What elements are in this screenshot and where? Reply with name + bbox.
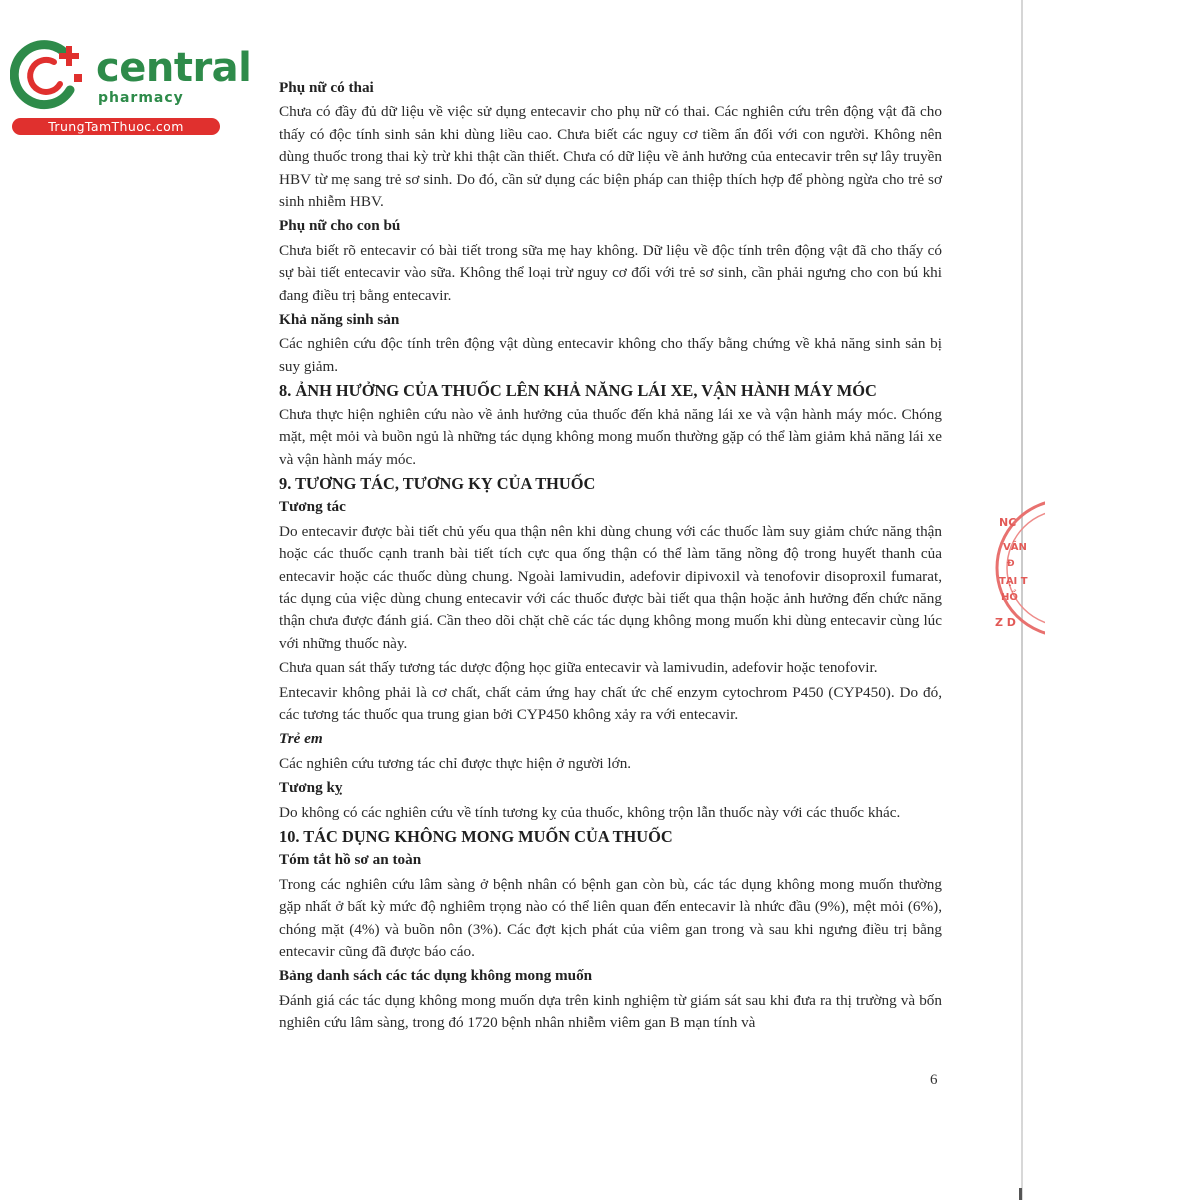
- heading-children: Trẻ em: [279, 730, 323, 748]
- paragraph-breastfeeding: Chưa biết rõ entecavir có bài tiết trong sữa mẹ hay không. Dữ liệu về độc tính trên động vật đã cho thấy có sự bài tiết entecavir vào sữa. Không thể loại trừ nguy cơ đối với trẻ sơ sinh, cần phải ngưng cho con bú khi đang điều trị bằng entecavir.: [279, 241, 942, 304]
- paragraph-safety-summary: Trong các nghiên cứu lâm sàng ở bệnh nhân có bệnh gan còn bù, các tác dụng không mong muốn thường gặp nhất ở bất kỳ mức độ nghiêm trọng nào có thể liên quan đến entecavir là nhức đầu (9%), mệt mỏi (6%), chóng mặt (4%) và buồn nôn (3%). Các đợt kịch phát của viêm gan trong và sau khi ngưng điều trị bằng entecavir cũng đã được báo cáo.: [279, 875, 942, 961]
- heading-incompatibility: Tương kỵ: [279, 779, 343, 797]
- heading-fertility: Khả năng sinh sản: [279, 311, 400, 329]
- paragraph-children: Các nghiên cứu tương tác chỉ được thực hiện ở người lớn.: [279, 754, 632, 772]
- heading-breastfeeding: Phụ nữ cho con bú: [279, 217, 401, 235]
- section-8-paragraph: Chưa thực hiện nghiên cứu nào về ảnh hưởng của thuốc đến khả năng lái xe và vận hành máy móc. Chóng mặt, mệt mỏi và buồn ngủ là những tác dụng không mong muốn thường gặp có thể làm giảm khả năng lái xe và vận hành máy móc.: [279, 405, 942, 468]
- paragraph-adverse-list: Đánh giá các tác dụng không mong muốn dựa trên kinh nghiệm từ giám sát sau khi đưa ra thị trường và bốn nghiên cứu lâm sàng, trong đó 1720 bệnh nhân nhiễm viêm gan B mạn tính và: [279, 991, 942, 1032]
- svg-text:TẠI T: TẠI T: [999, 576, 1028, 587]
- section-8-heading: 8. ẢNH HƯỞNG CỦA THUỐC LÊN KHẢ NĂNG LÁI XE, VẬN HÀNH MÁY MÓC: [279, 381, 877, 401]
- heading-adverse-list: Bảng danh sách các tác dụng không mong muốn: [279, 967, 593, 985]
- central-pharmacy-logo[interactable]: [10, 38, 252, 138]
- paragraph-interactions-2: Chưa quan sát thấy tương tác dược động học giữa entecavir và lamivudin, adefovir hoặc tenofovir.: [279, 659, 878, 677]
- page-number: 6: [930, 1072, 938, 1088]
- section-10-heading: 10. TÁC DỤNG KHÔNG MONG MUỐN CỦA THUỐC: [279, 827, 673, 846]
- heading-pregnancy: Phụ nữ có thai: [279, 79, 374, 96]
- logo-brand-sub: pharmacy: [98, 90, 184, 106]
- paragraph-interactions-3: Entecavir không phải là cơ chất, chất cảm ứng hay chất ức chế enzym cytochrom P450 (CYP450). Do đó, các tương tác thuốc qua trung gian bởi CYP450 không xảy ra với entecavir.: [279, 683, 942, 723]
- scan-mark: [1019, 1188, 1022, 1200]
- section-9-heading: 9. TƯƠNG TÁC, TƯƠNG KỴ CỦA THUỐC: [279, 473, 596, 493]
- paragraph-pregnancy: Chưa có đầy đủ dữ liệu về việc sử dụng entecavir cho phụ nữ có thai. Các nghiên cứu trên động vật đã cho thấy có độc tính sinh sản khi dùng liều cao. Chưa biết các nguy cơ tiềm ẩn đối với con người. Không nên dùng thuốc trong thai kỳ trừ khi thật cần thiết. Chưa có dữ liệu về ảnh hưởng của entecavir trên sự lây truyền HBV từ mẹ sang trẻ sơ sinh. Do đó, cần sử dụng các biện pháp can thiệp thích hợp để phòng ngừa cho trẻ sơ sinh nhiễm HBV.: [279, 103, 942, 211]
- partial-stamp-seal: [985, 488, 1045, 648]
- logo-site-name: TrungTamThuoc.com: [12, 118, 220, 135]
- svg-text:Z D: Z D: [995, 616, 1016, 629]
- paragraph-incompatibility: Do không có các nghiên cứu về tính tương kỵ của thuốc, không trộn lẫn thuốc này với các thuốc khác.: [279, 803, 901, 821]
- document-body: [279, 76, 942, 1037]
- paragraph-interactions-1: Do entecavir được bài tiết chủ yếu qua thận nên khi dùng chung với các thuốc làm suy giảm chức năng thận hoặc các thuốc cạnh tranh bài tiết tích cực qua ống thận có thể làm tăng nồng độ trong huyết thanh của entecavir hoặc các thuốc dùng chung. Ngoài lamivudin, adefovir dipivoxil và tenofovir disoproxil fumarat, tác dụng của việc dùng chung entecavir với các thuốc được bài tiết qua thận hoặc ảnh hưởng đến chức năng thận chưa được đánh giá. Cần theo dõi chặt chẽ các tác dụng không mong muốn khi dùng entecavir cùng lúc với những thuốc này.: [279, 522, 942, 652]
- heading-safety-summary: Tóm tắt hồ sơ an toàn: [279, 851, 422, 869]
- heading-interactions: Tương tác: [279, 498, 346, 516]
- svg-text:HỒ: HỒ: [1001, 592, 1018, 603]
- svg-text:Đ: Đ: [1007, 559, 1015, 569]
- svg-text:NC: NC: [999, 516, 1017, 529]
- paragraph-fertility: Các nghiên cứu độc tính trên động vật dùng entecavir không cho thấy bằng chứng về khả năng sinh sản bị suy giảm.: [279, 335, 942, 375]
- logo-brand-name: central: [96, 45, 252, 91]
- logo-mark-icon: [10, 38, 94, 116]
- svg-text:VĂN: VĂN: [1003, 542, 1027, 553]
